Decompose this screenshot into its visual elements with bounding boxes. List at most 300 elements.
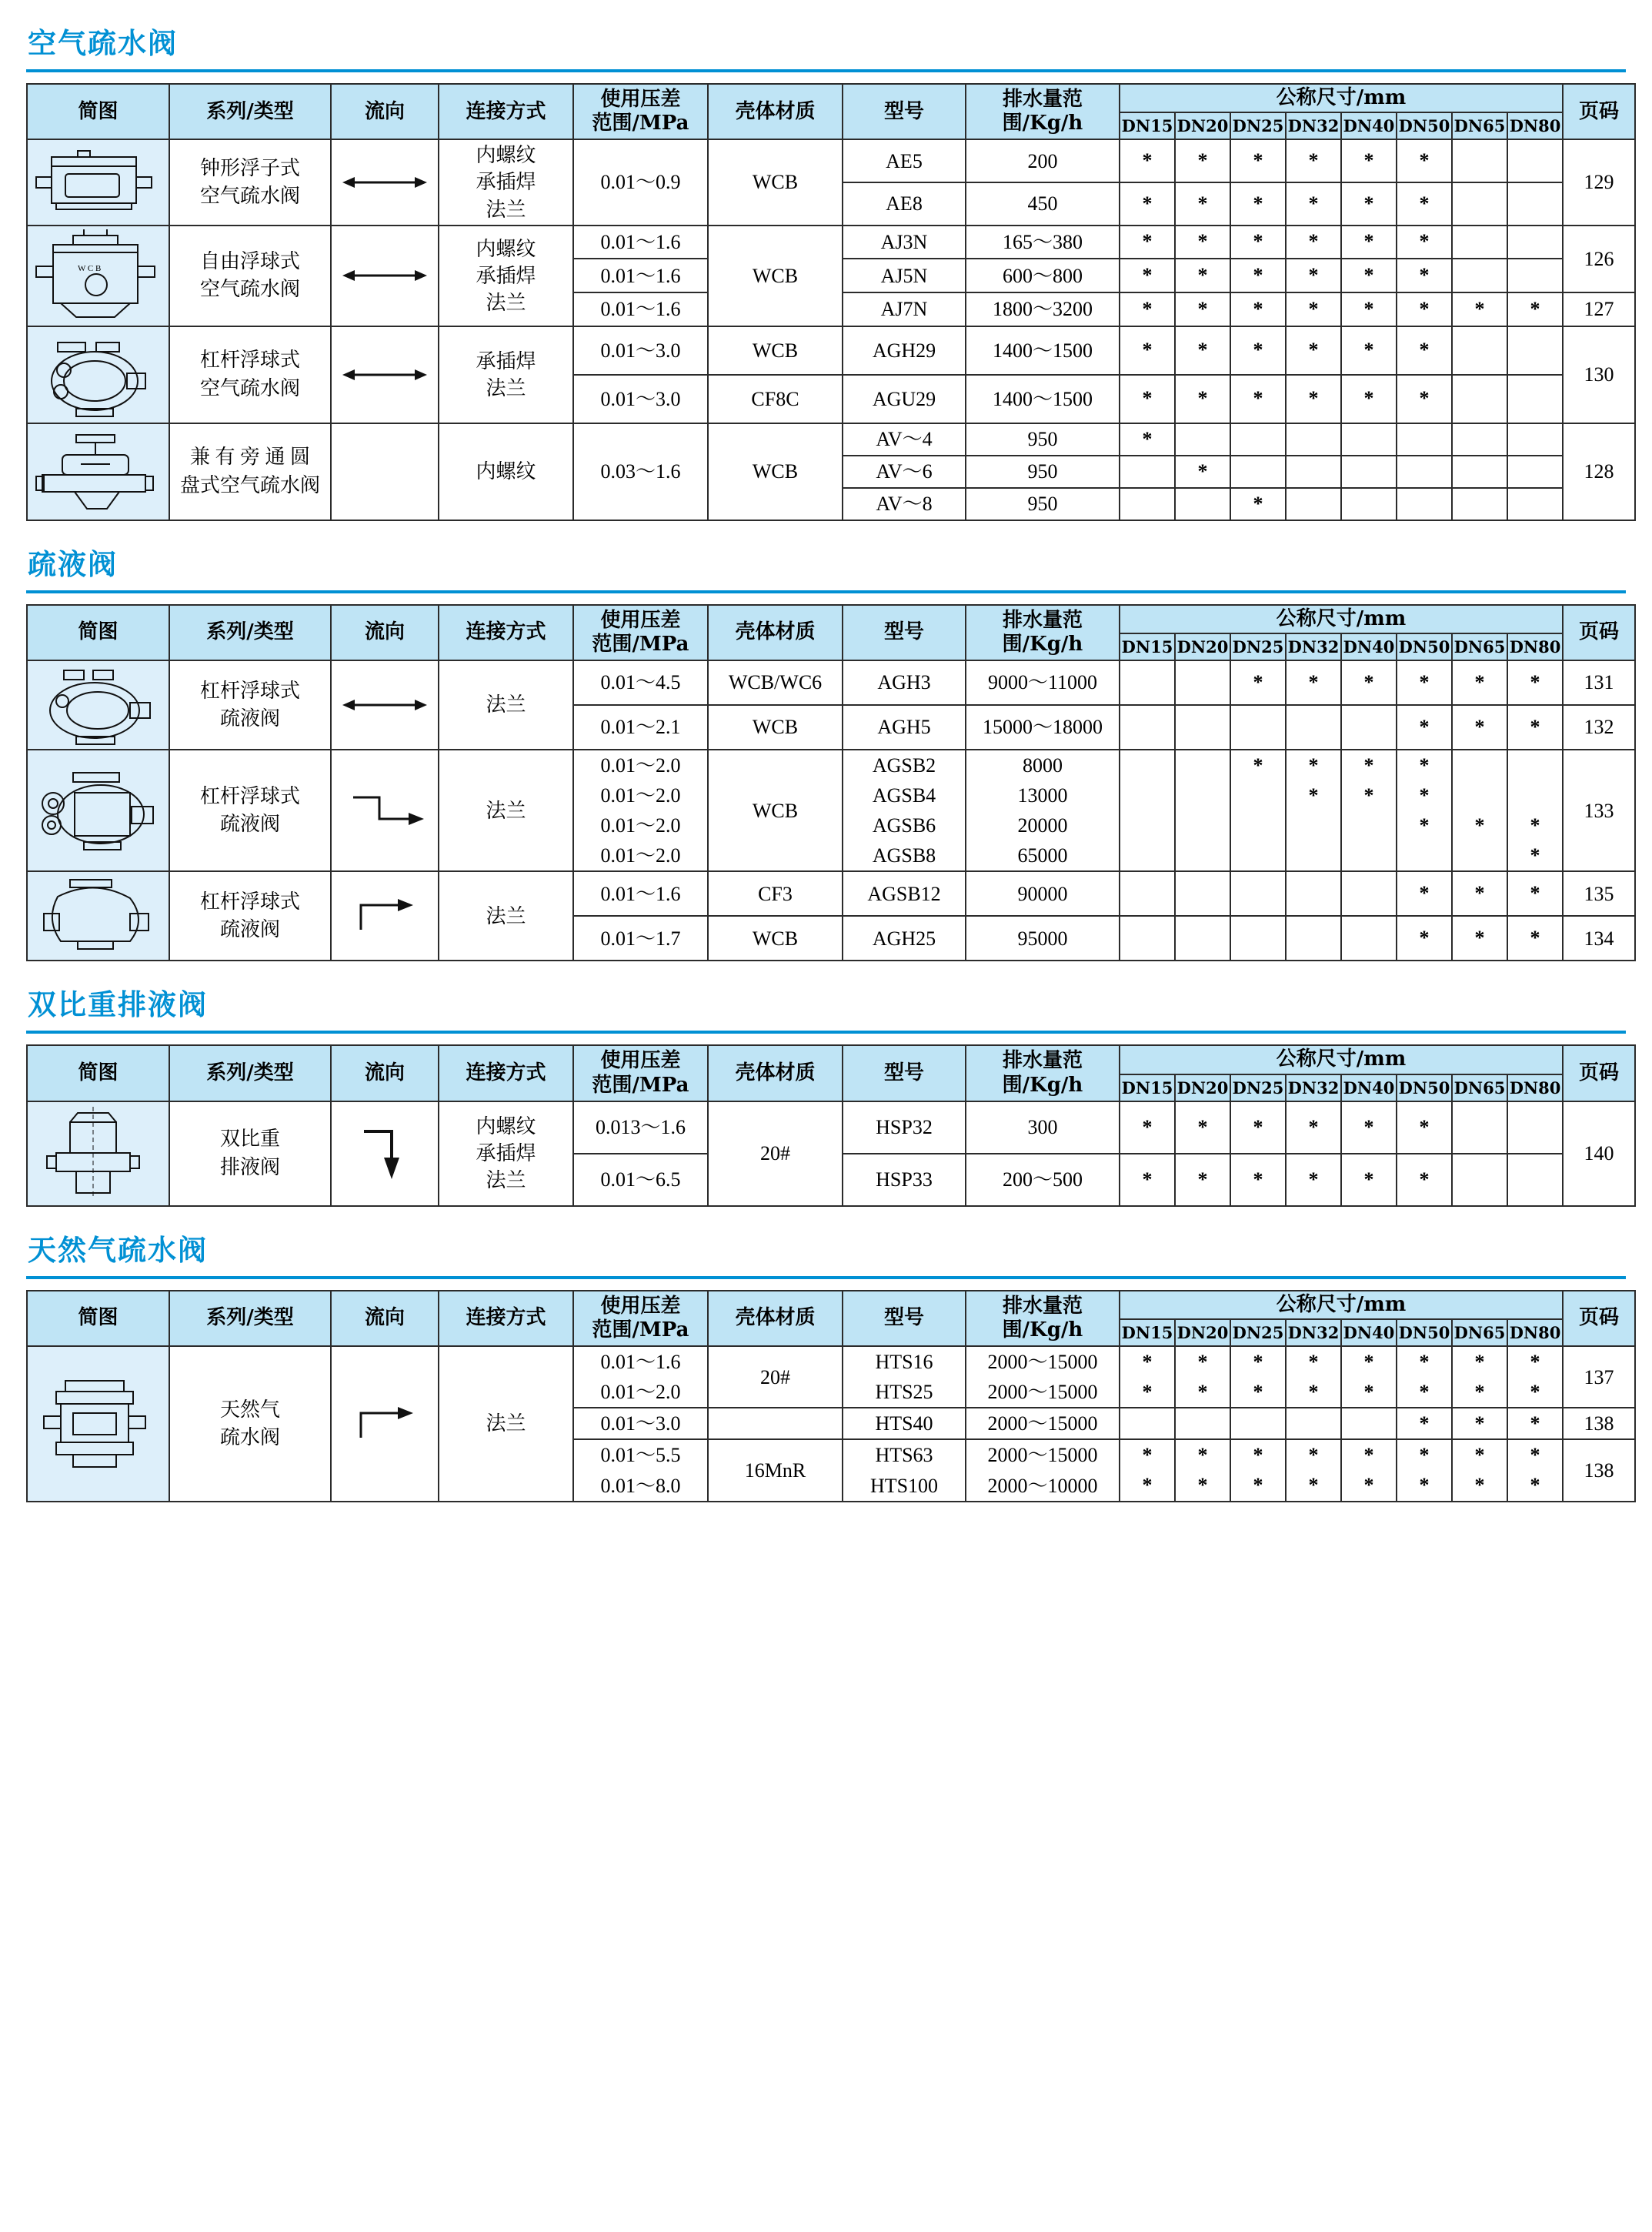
lever-float-liquid-drain-icon <box>27 660 169 750</box>
body-material: WCB <box>708 326 843 375</box>
dn-mark: * <box>1452 1377 1507 1408</box>
page-number: 140 <box>1563 1101 1635 1206</box>
header-dn50: DN50 <box>1397 1074 1452 1101</box>
dn-mark: * <box>1286 1101 1341 1154</box>
header-diagram: 简图 <box>27 605 169 660</box>
dn-mark-empty <box>1452 326 1507 375</box>
header-dn20: DN20 <box>1175 112 1230 139</box>
dn-mark: * <box>1230 326 1286 375</box>
pressure-range: 0.03～1.6 <box>573 423 708 520</box>
dn-mark: * <box>1230 488 1286 520</box>
model-code: AV～4 <box>843 423 966 456</box>
dn-mark: * <box>1120 1471 1175 1502</box>
header-dn32: DN32 <box>1286 633 1341 660</box>
dn-mark: * <box>1286 259 1341 292</box>
dn-mark: * <box>1507 292 1563 326</box>
dn-mark: * <box>1230 1101 1286 1154</box>
dn-mark-empty <box>1175 423 1230 456</box>
pressure-range: 0.01～1.6 <box>573 259 708 292</box>
model-code: HTS100 <box>843 1471 966 1502</box>
dn-mark-empty <box>1452 780 1507 810</box>
section-title: 空气疏水阀 <box>28 27 178 60</box>
dn-mark: * <box>1120 226 1175 259</box>
header-dn32: DN32 <box>1286 112 1341 139</box>
dn-mark: * <box>1452 1439 1507 1470</box>
dn-mark: * <box>1397 1439 1452 1470</box>
dn-mark: * <box>1507 810 1563 840</box>
connection-line3: 法兰 <box>486 198 526 221</box>
dn-mark: * <box>1175 1346 1230 1377</box>
model-code: AJ7N <box>843 292 966 326</box>
title-divider <box>26 1031 1626 1034</box>
section-air-trap <box>26 20 1626 521</box>
dn-mark-empty <box>1452 1101 1507 1154</box>
series-type <box>169 871 331 961</box>
header-dn80: DN80 <box>1507 1319 1563 1346</box>
dn-mark-empty <box>1120 488 1175 520</box>
page-number: 131 <box>1563 660 1635 705</box>
connection-method <box>439 1101 573 1206</box>
header-dn32: DN32 <box>1286 1319 1341 1346</box>
dn-mark: * <box>1286 1154 1341 1206</box>
model-code: HTS40 <box>843 1408 966 1439</box>
lever-float-liquid-drain-2-icon <box>27 750 169 871</box>
header-model: 型号 <box>843 1045 966 1101</box>
header-flow: 流向 <box>331 605 439 660</box>
dn-mark: * <box>1230 292 1286 326</box>
lever-float-air-trap-icon <box>27 326 169 423</box>
header-dn65: DN65 <box>1452 633 1507 660</box>
header-pressure <box>573 1045 708 1101</box>
double-arrow-horizontal-icon <box>331 660 439 750</box>
dn-mark-empty <box>1341 488 1397 520</box>
capacity-value: 950 <box>966 488 1120 520</box>
connection-method <box>439 326 573 423</box>
table-row <box>27 1101 1635 1154</box>
dn-mark: * <box>1341 292 1397 326</box>
model-code: AGU29 <box>843 375 966 423</box>
header-capacity-line2: 围/Kg/h <box>1002 632 1083 656</box>
connection-line3: 法兰 <box>486 291 526 314</box>
capacity-value: 2000～15000 <box>966 1439 1120 1470</box>
dn-mark-empty <box>1286 488 1341 520</box>
header-diagram: 简图 <box>27 84 169 139</box>
dn-mark: * <box>1120 423 1175 456</box>
pressure-range: 0.01～0.9 <box>573 139 708 225</box>
dn-mark: * <box>1341 1471 1397 1502</box>
dn-mark-empty <box>1507 326 1563 375</box>
header-material: 壳体材质 <box>708 1045 843 1101</box>
dn-mark-empty <box>1507 1101 1563 1154</box>
dn-mark-empty <box>1452 226 1507 259</box>
model-code: AGSB6 <box>843 810 966 840</box>
dn-mark: * <box>1397 1346 1452 1377</box>
capacity-value: 200～500 <box>966 1154 1120 1206</box>
dn-mark-empty <box>1507 259 1563 292</box>
dn-mark: * <box>1397 1408 1452 1439</box>
page-number: 126 <box>1563 226 1635 292</box>
section-double-gravity-drain <box>26 981 1626 1206</box>
body-material: WCB <box>708 226 843 326</box>
model-code: HTS16 <box>843 1346 966 1377</box>
spec-table-liquid-drain <box>26 604 1636 962</box>
spec-table-air-trap <box>26 83 1636 521</box>
dn-mark-empty <box>1341 1408 1397 1439</box>
dn-mark: * <box>1452 1346 1507 1377</box>
dn-mark: * <box>1230 1346 1286 1377</box>
pressure-range: 0.01～2.0 <box>573 840 708 871</box>
pressure-range: 0.013～1.6 <box>573 1101 708 1154</box>
capacity-value: 1400～1500 <box>966 326 1120 375</box>
capacity-value: 1400～1500 <box>966 375 1120 423</box>
body-material: CF8C <box>708 375 843 423</box>
pressure-range: 0.01～3.0 <box>573 1408 708 1439</box>
header-dn15: DN15 <box>1120 1074 1175 1101</box>
dn-mark-empty <box>1507 423 1563 456</box>
dn-mark: * <box>1120 1101 1175 1154</box>
header-material: 壳体材质 <box>708 1291 843 1346</box>
dn-mark-empty <box>1341 916 1397 961</box>
header-capacity-line2: 围/Kg/h <box>1002 1073 1083 1097</box>
header-capacity-line1: 排水量范 <box>1002 88 1083 111</box>
dn-mark: * <box>1175 1377 1230 1408</box>
header-dn65: DN65 <box>1452 112 1507 139</box>
dn-mark-empty <box>1230 423 1286 456</box>
connection-line3: 法兰 <box>486 1169 526 1192</box>
header-series: 系列/类型 <box>169 1045 331 1101</box>
dn-mark: * <box>1286 226 1341 259</box>
header-dn25: DN25 <box>1230 1074 1286 1101</box>
header-series: 系列/类型 <box>169 605 331 660</box>
dn-mark: * <box>1341 1154 1397 1206</box>
dn-mark: * <box>1230 182 1286 226</box>
dn-mark: * <box>1120 292 1175 326</box>
dn-mark: * <box>1175 1471 1230 1502</box>
pressure-range: 0.01～2.0 <box>573 780 708 810</box>
series-type <box>169 226 331 326</box>
model-code: AGSB4 <box>843 780 966 810</box>
dn-mark: * <box>1286 1346 1341 1377</box>
model-code: AGH5 <box>843 705 966 750</box>
dn-mark-empty <box>1341 456 1397 488</box>
dn-mark: * <box>1341 1377 1397 1408</box>
lever-float-liquid-drain-3-icon <box>27 871 169 961</box>
dn-mark-empty <box>1120 916 1175 961</box>
dn-mark: * <box>1397 326 1452 375</box>
capacity-value: 165～380 <box>966 226 1120 259</box>
capacity-value: 300 <box>966 1101 1120 1154</box>
series-line2: 盘式空气疏水阀 <box>179 473 320 496</box>
header-pressure-line1: 使用压差 <box>600 1294 681 1318</box>
free-float-air-trap-icon <box>27 226 169 326</box>
dn-mark-empty <box>1286 840 1341 871</box>
header-pressure-line1: 使用压差 <box>600 608 681 632</box>
page-number: 132 <box>1563 705 1635 750</box>
series-line1: 杠杆浮球式 <box>199 784 300 807</box>
dn-mark: * <box>1397 810 1452 840</box>
dn-mark: * <box>1230 1471 1286 1502</box>
capacity-value: 20000 <box>966 810 1120 840</box>
connection-method <box>439 139 573 225</box>
dn-mark-empty <box>1452 456 1507 488</box>
page-number: 128 <box>1563 423 1635 520</box>
dn-mark: * <box>1341 1439 1397 1470</box>
dn-mark-empty <box>1175 780 1230 810</box>
series-line2: 疏水阀 <box>219 1425 280 1448</box>
model-code: AJ5N <box>843 259 966 292</box>
header-flow: 流向 <box>331 84 439 139</box>
dn-mark: * <box>1341 139 1397 182</box>
dn-mark: * <box>1175 226 1230 259</box>
header-dn25: DN25 <box>1230 1319 1286 1346</box>
pressure-range: 0.01～2.0 <box>573 810 708 840</box>
dn-mark-empty <box>1452 423 1507 456</box>
dn-mark: * <box>1397 871 1452 916</box>
capacity-value: 2000～15000 <box>966 1377 1120 1408</box>
dn-mark-empty <box>1341 705 1397 750</box>
dn-mark: * <box>1452 705 1507 750</box>
model-code: AE5 <box>843 139 966 182</box>
dn-mark: * <box>1230 1154 1286 1206</box>
dn-mark: * <box>1120 1346 1175 1377</box>
dn-mark-empty <box>1230 840 1286 871</box>
spec-table-double-gravity <box>26 1044 1636 1206</box>
connection-line1: 承插焊 <box>476 349 536 373</box>
dn-mark: * <box>1507 1471 1563 1502</box>
dn-mark: * <box>1120 139 1175 182</box>
capacity-value: 450 <box>966 182 1120 226</box>
header-connection: 连接方式 <box>439 605 573 660</box>
model-code: AGSB8 <box>843 840 966 871</box>
pressure-range: 0.01～2.0 <box>573 1377 708 1408</box>
section-title: 疏液阀 <box>28 547 118 581</box>
table-row <box>27 871 1635 916</box>
dn-mark: * <box>1175 1439 1230 1470</box>
header-dn40: DN40 <box>1341 633 1397 660</box>
header-pressure-line1: 使用压差 <box>600 88 681 111</box>
dn-mark-empty <box>1397 840 1452 871</box>
dn-mark: * <box>1341 326 1397 375</box>
capacity-value: 2000～15000 <box>966 1346 1120 1377</box>
header-dn25: DN25 <box>1230 633 1286 660</box>
dn-mark-empty <box>1120 750 1175 780</box>
dn-mark: * <box>1397 1101 1452 1154</box>
dn-mark: * <box>1397 182 1452 226</box>
dn-mark: * <box>1341 226 1397 259</box>
dn-mark-empty <box>1452 840 1507 871</box>
header-page: 页码 <box>1563 1291 1635 1346</box>
dn-mark: * <box>1452 660 1507 705</box>
header-pressure-line2: 范围/MPa <box>592 112 689 135</box>
body-material: CF3 <box>708 871 843 916</box>
connection-line2: 承插焊 <box>476 264 536 287</box>
connection-method: 法兰 <box>439 1346 573 1501</box>
header-page: 页码 <box>1563 84 1635 139</box>
header-dn32: DN32 <box>1286 1074 1341 1101</box>
dn-mark-empty <box>1175 871 1230 916</box>
series-line1: 自由浮球式 <box>199 249 300 272</box>
dn-mark-empty <box>1507 226 1563 259</box>
dn-mark-empty <box>1175 705 1230 750</box>
header-pressure <box>573 84 708 139</box>
dn-mark-empty <box>1341 840 1397 871</box>
table-row <box>27 226 1635 259</box>
page-number: 138 <box>1563 1408 1635 1439</box>
capacity-value: 90000 <box>966 871 1120 916</box>
dn-mark-empty <box>1286 705 1341 750</box>
dn-mark: * <box>1230 259 1286 292</box>
step-arrow-down-right-icon <box>331 871 439 961</box>
dn-mark: * <box>1175 456 1230 488</box>
spec-table-natural-gas <box>26 1290 1636 1502</box>
model-code: AGH29 <box>843 326 966 375</box>
dn-mark-empty <box>1452 1154 1507 1206</box>
section-title: 天然气疏水阀 <box>28 1233 208 1267</box>
dn-mark: * <box>1452 1471 1507 1502</box>
series-type <box>169 1101 331 1206</box>
header-dn50: DN50 <box>1397 1319 1452 1346</box>
capacity-value: 2000～15000 <box>966 1408 1120 1439</box>
dn-mark-empty <box>1120 871 1175 916</box>
body-material: WCB <box>708 916 843 961</box>
header-nominal-size: 公称尺寸/mm <box>1120 1045 1563 1074</box>
model-code: AGH25 <box>843 916 966 961</box>
header-dn20: DN20 <box>1175 633 1230 660</box>
title-divider <box>26 69 1626 72</box>
connection-line1: 内螺纹 <box>476 237 536 260</box>
double-gravity-drain-valve-icon <box>27 1101 169 1206</box>
capacity-value: 13000 <box>966 780 1120 810</box>
header-dn80: DN80 <box>1507 1074 1563 1101</box>
pressure-range: 0.01～2.1 <box>573 705 708 750</box>
dn-mark-empty <box>1175 488 1230 520</box>
body-material: WCB <box>708 423 843 520</box>
capacity-value: 65000 <box>966 840 1120 871</box>
dn-mark: * <box>1397 292 1452 326</box>
dn-mark-empty <box>1230 810 1286 840</box>
dn-mark: * <box>1286 750 1341 780</box>
capacity-value: 9000～11000 <box>966 660 1120 705</box>
dn-mark-empty <box>1397 488 1452 520</box>
model-code: HSP33 <box>843 1154 966 1206</box>
pressure-range: 0.01～3.0 <box>573 326 708 375</box>
dn-mark-empty <box>1286 871 1341 916</box>
capacity-value: 200 <box>966 139 1120 182</box>
dn-mark: * <box>1120 259 1175 292</box>
header-pressure-line1: 使用压差 <box>600 1049 681 1073</box>
pressure-range: 0.01～1.6 <box>573 1346 708 1377</box>
dn-mark: * <box>1341 1101 1397 1154</box>
header-capacity-line2: 围/Kg/h <box>1002 112 1083 135</box>
model-code: HTS63 <box>843 1439 966 1470</box>
dn-mark: * <box>1120 1439 1175 1470</box>
series-line2: 疏液阀 <box>219 813 280 836</box>
dn-mark-empty <box>1286 456 1341 488</box>
table-row <box>27 660 1635 705</box>
dn-mark-empty <box>1175 1408 1230 1439</box>
dn-mark: * <box>1397 139 1452 182</box>
double-arrow-horizontal-icon <box>331 226 439 326</box>
header-capacity <box>966 1291 1120 1346</box>
header-capacity <box>966 605 1120 660</box>
header-material: 壳体材质 <box>708 84 843 139</box>
page-number: 134 <box>1563 916 1635 961</box>
header-dn25: DN25 <box>1230 112 1286 139</box>
dn-mark: * <box>1397 259 1452 292</box>
flow-empty <box>331 423 439 520</box>
dn-mark: * <box>1120 1154 1175 1206</box>
model-code: AV～6 <box>843 456 966 488</box>
header-capacity-line1: 排水量范 <box>1002 1049 1083 1073</box>
series-type <box>169 326 331 423</box>
bypass-disc-air-trap-icon <box>27 423 169 520</box>
series-line2: 空气疏水阀 <box>199 376 300 399</box>
thick-down-arrow-icon <box>331 1101 439 1206</box>
header-flow: 流向 <box>331 1045 439 1101</box>
dn-mark: * <box>1175 375 1230 423</box>
series-line1: 杠杆浮球式 <box>199 679 300 702</box>
step-arrow-down-right-icon <box>331 1346 439 1501</box>
page-number: 129 <box>1563 139 1635 225</box>
header-page: 页码 <box>1563 1045 1635 1101</box>
dn-mark: * <box>1230 660 1286 705</box>
header-dn15: DN15 <box>1120 1319 1175 1346</box>
dn-mark: * <box>1452 810 1507 840</box>
series-line1: 钟形浮子式 <box>199 156 300 179</box>
header-dn15: DN15 <box>1120 112 1175 139</box>
dn-mark-empty <box>1341 810 1397 840</box>
dn-mark: * <box>1341 1346 1397 1377</box>
capacity-value: 600～800 <box>966 259 1120 292</box>
dn-mark: * <box>1452 1408 1507 1439</box>
dn-mark: * <box>1507 1439 1563 1470</box>
dn-mark: * <box>1341 750 1397 780</box>
dn-mark-empty <box>1507 375 1563 423</box>
dn-mark-empty <box>1230 1408 1286 1439</box>
dn-mark-empty <box>1286 423 1341 456</box>
pressure-range: 0.01～1.6 <box>573 226 708 259</box>
table-row <box>27 139 1635 182</box>
series-type <box>169 139 331 225</box>
dn-mark: * <box>1397 226 1452 259</box>
dn-mark: * <box>1397 1377 1452 1408</box>
dn-mark-empty <box>1452 750 1507 780</box>
dn-mark: * <box>1286 139 1341 182</box>
dn-mark-empty <box>1397 423 1452 456</box>
dn-mark-empty <box>1507 1154 1563 1206</box>
dn-mark-empty <box>1120 840 1175 871</box>
header-pressure-line2: 范围/MPa <box>592 632 689 656</box>
page-number: 130 <box>1563 326 1635 423</box>
dn-mark-empty <box>1120 456 1175 488</box>
connection-line2: 法兰 <box>486 376 526 399</box>
dn-mark: * <box>1230 226 1286 259</box>
section-natural-gas-trap <box>26 1227 1626 1502</box>
section-title: 双比重排液阀 <box>28 988 208 1022</box>
dn-mark: * <box>1452 292 1507 326</box>
dn-mark-empty <box>1175 750 1230 780</box>
dn-mark: * <box>1397 750 1452 780</box>
series-line2: 疏液阀 <box>219 918 280 941</box>
pressure-range: 0.01～6.5 <box>573 1154 708 1206</box>
dn-mark: * <box>1120 182 1175 226</box>
dn-mark: * <box>1175 1101 1230 1154</box>
table-row <box>27 423 1635 456</box>
header-dn50: DN50 <box>1397 112 1452 139</box>
dn-mark: * <box>1120 1377 1175 1408</box>
dn-mark: * <box>1341 660 1397 705</box>
series-line1: 杠杆浮球式 <box>199 890 300 914</box>
